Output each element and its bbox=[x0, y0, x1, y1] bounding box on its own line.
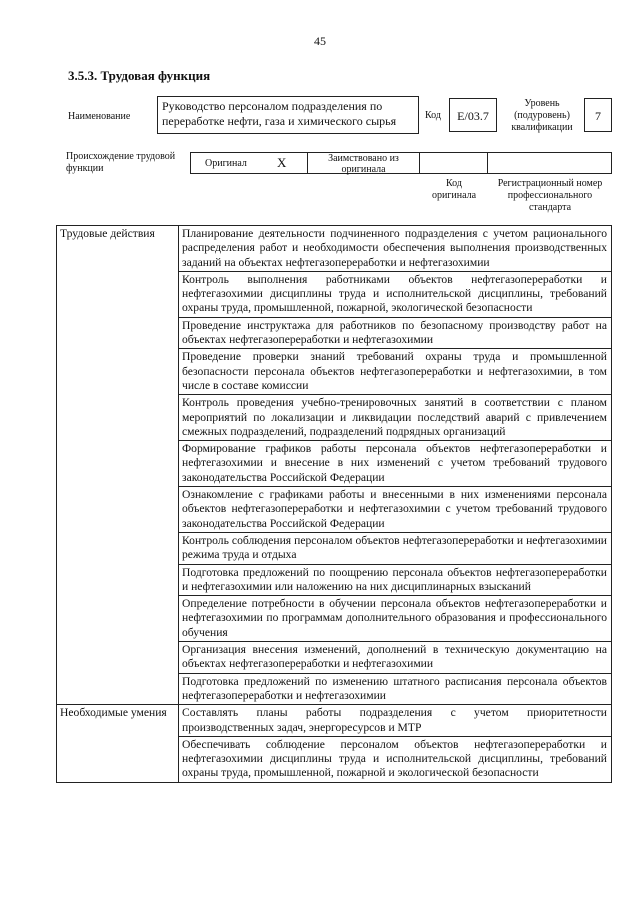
section-heading-skills: Необходимые умения bbox=[57, 705, 179, 782]
code-value: E/03.7 bbox=[449, 98, 497, 132]
list-item: Ознакомление с графиками работы и внесенными в них изменениями персонала объектов нефтегазопереработки и нефтегазохимии с учетом требований трудового законодательства Российской Федерации bbox=[179, 487, 612, 533]
section-heading-actions: Трудовые действия bbox=[57, 226, 179, 705]
list-item: Контроль выполнения работниками объектов нефтегазопереработки и нефтегазохимии дисциплины труда и исполнительской дисциплины, требований охраны труда, промышленной, пожарной, экологической безопасности bbox=[179, 271, 612, 317]
function-name-value: Руководство персоналом подразделения по переработке нефти, газа и химического сырья bbox=[157, 96, 419, 134]
borrowed-cell: Заимствовано из оригинала bbox=[307, 152, 420, 174]
reg-number-cell bbox=[487, 152, 612, 174]
list-item: Контроль проведения учебно-тренировочных занятий в соответствии с планом мероприятий по локализации и ликвидации последствий аварий с привлечением смежных подразделений, подразделений подрядных организаций bbox=[179, 395, 612, 441]
list-item: Подготовка предложений по поощрению персонала объектов нефтегазопереработки и нефтегазохимии или наложению на них дисциплинарных взысканий bbox=[179, 564, 612, 596]
list-item: Составлять планы работы подразделения с учетом приоритетности производственных задач, энергоресурсов и МТР bbox=[179, 705, 612, 737]
list-item: Проведение проверки знаний требований охраны труда и промышленной безопасности персонала объектов нефтегазопереработки и нефтегазохимии, в том числе в составе комиссии bbox=[179, 349, 612, 395]
code-original-cell bbox=[419, 152, 488, 174]
list-item: Контроль соблюдения персоналом объектов нефтегазопереработки и нефтегазохимии режима труда и отдыха bbox=[179, 532, 612, 564]
list-item: Формирование графиков работы персонала объектов нефтегазопереработки и нефтегазохимии и внесение в них изменений с учетом требований трудового законодательства Российской Федерации bbox=[179, 441, 612, 487]
origin-label: Происхождение трудовой функции bbox=[66, 151, 176, 174]
code-label: Код bbox=[425, 110, 441, 121]
list-item: Организация внесения изменений, дополнений в техническую документацию на объектах нефтегазопереработки и нефтегазохимии bbox=[179, 642, 612, 674]
origin-row bbox=[190, 152, 612, 174]
qualification-level-label: Уровень (подуровень) квалификации bbox=[511, 98, 573, 133]
page-number: 45 bbox=[314, 34, 326, 48]
list-item: Проведение инструктажа для работников по безопасному производству работ на объектах нефтегазопереработки и нефтегазохимии bbox=[179, 317, 612, 349]
original-mark: X bbox=[277, 155, 287, 170]
function-details-table bbox=[56, 225, 612, 783]
qualification-level-value: 7 bbox=[584, 98, 612, 132]
name-label: Наименование bbox=[68, 111, 131, 122]
list-item: Определение потребности в обучении персонала объектов нефтегазопереработки и нефтегазохимии по программам дополнительного образования и профессионального обучения bbox=[179, 596, 612, 642]
code-original-label: Код оригинала bbox=[431, 178, 477, 201]
table-row bbox=[57, 705, 612, 737]
section-title: 3.5.3. Трудовая функция bbox=[68, 68, 211, 83]
original-label: Оригинал bbox=[205, 158, 247, 169]
original-cell bbox=[190, 152, 308, 174]
list-item: Обеспечивать соблюдение персоналом объектов нефтегазопереработки и нефтегазохимии дисциплины труда и исполнительской дисциплины, требований охраны труда, промышленной, пожарной и экологической безопасности bbox=[179, 736, 612, 782]
list-item: Подготовка предложений по изменению штатного расписания персонала объектов нефтегазопереработки и нефтегазохимии bbox=[179, 673, 612, 705]
list-item: Планирование деятельности подчиненного подразделения с учетом рационального распределения работ и необходимости обеспечения выполнения производственных заданий на объектах нефтегазопереработки и нефтегазохимии bbox=[179, 226, 612, 272]
table-row bbox=[57, 226, 612, 272]
reg-number-label: Регистрационный номер профессионального стандарта bbox=[497, 178, 603, 213]
